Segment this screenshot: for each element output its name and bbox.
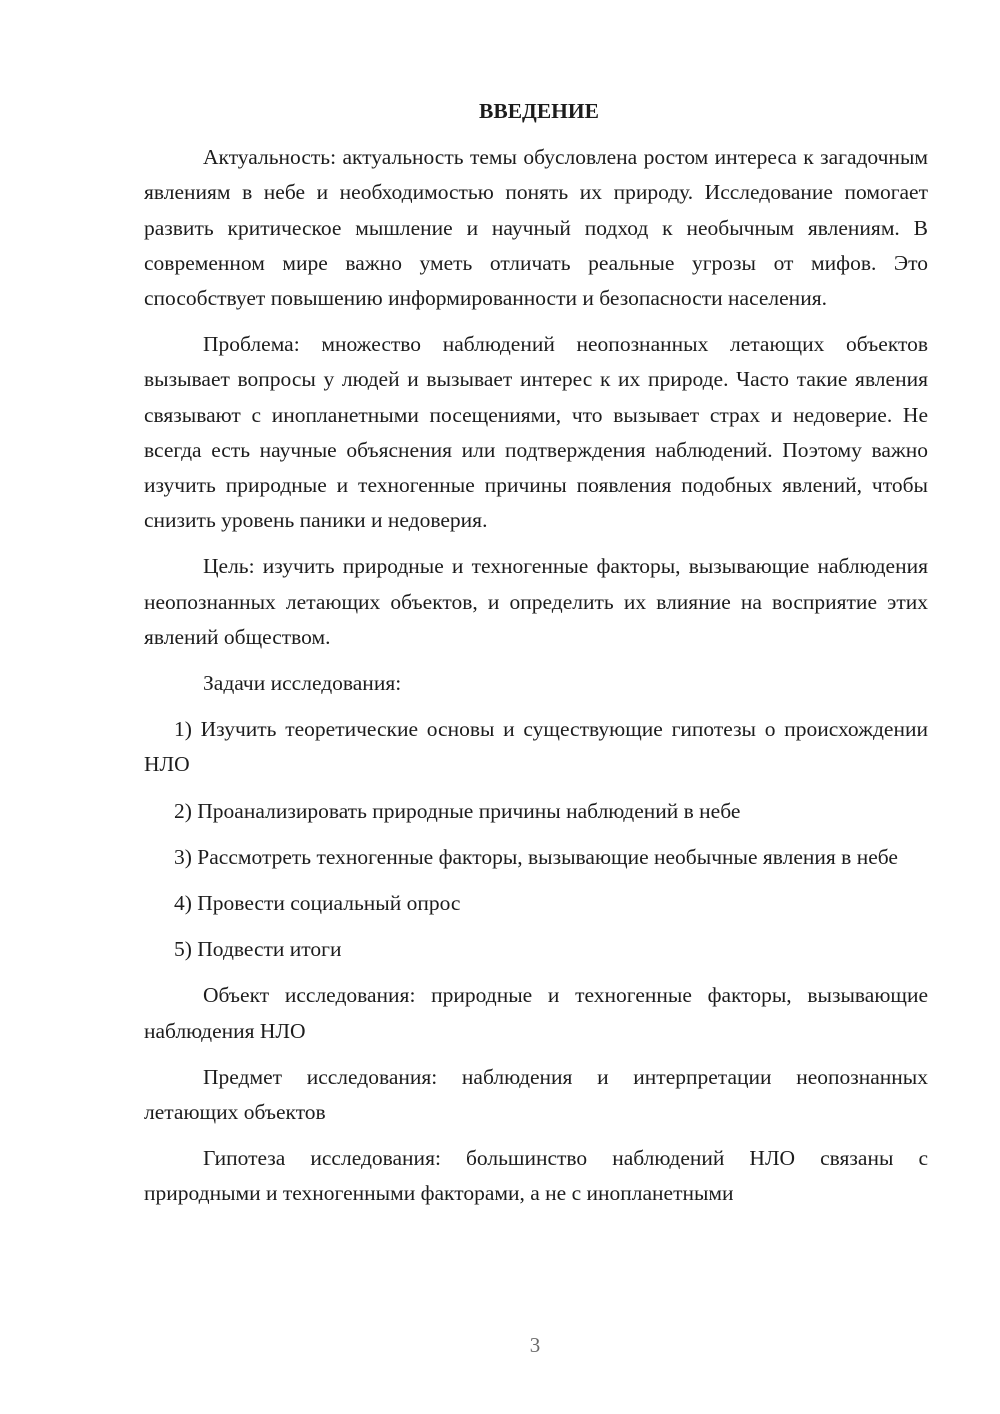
problem-paragraph: Проблема: множество наблюдений неопознанных летающих объектов вызывает вопросы у людей и вызывает интерес к их природе. Часто такие явления связывают с инопланетными посещениями, что вызывает страх и недоверие. Не всегда есть научные объяснения или подтверждения наблюдений. Поэтому важно изучить природные и техногенные причины появления подобных явлений, чтобы снизить уровень паники и недоверия. [144, 332, 928, 533]
goal-paragraph: Цель: изучить природные и техногенные факторы, вызывающие наблюдения неопознанных летающих объектов, и определить их влияние на восприятие этих явлений обществом. [144, 554, 928, 649]
task-item: 2) Проанализировать природные причины наблюдений в небе [174, 798, 741, 823]
page-number: 3 [529, 1333, 541, 1357]
tasks-heading: Задачи исследования: [203, 671, 402, 696]
task-item: 5) Подвести итоги [174, 937, 342, 962]
document-body [144, 94, 928, 1223]
hypothesis-paragraph: Гипотеза исследования: большинство наблюдений НЛО связаны с природными и техногенными факторами, а не с инопланетными [144, 1146, 928, 1206]
relevance-paragraph: Актуальность: актуальность темы обусловлена ростом интереса к загадочным явлениям в небе и необходимостью понять их природу. Исследование помогает развить критическое мышление и научный подход к необычным явлениям. В современном мире важно уметь отличать реальные угрозы от мифов. Это способствует повышению информированности и безопасности населения. [144, 145, 928, 311]
task-item: 1) Изучить теоретические основы и существующие гипотезы о происхождении НЛО [144, 717, 928, 777]
subject-paragraph: Предмет исследования: наблюдения и интерпретации неопознанных летающих объектов [144, 1064, 928, 1125]
object-paragraph: Объект исследования: природные и техногенные факторы, вызывающие наблюдения НЛО [144, 983, 928, 1043]
task-item: 4) Провести социальный опрос [174, 891, 461, 916]
section-title: ВВЕДЕНИЕ [479, 99, 599, 123]
task-item: 3) Рассмотреть техногенные факторы, вызывающие необычные явления в небе [174, 844, 898, 869]
